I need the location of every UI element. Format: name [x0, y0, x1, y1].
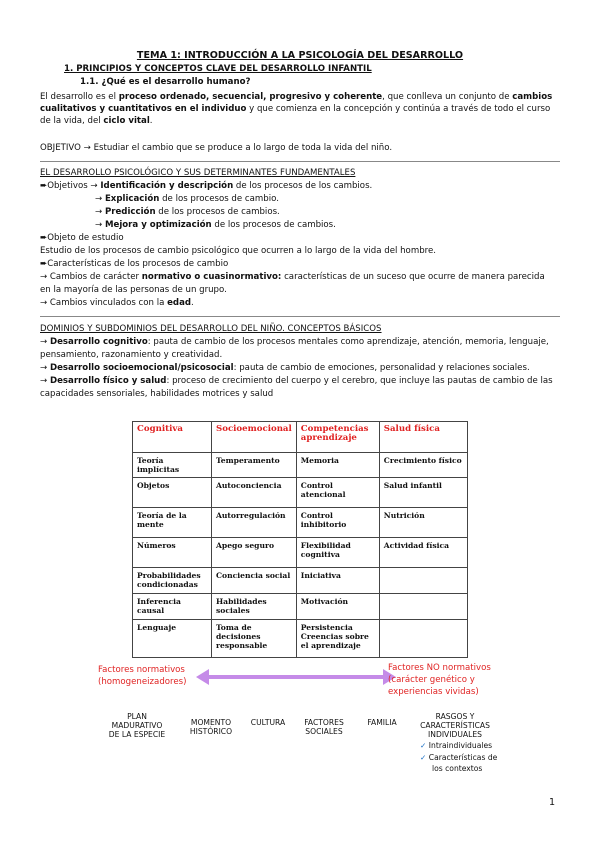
table-cell: Flexibilidad cognitiva	[296, 538, 379, 568]
table-cell: Nutrición	[379, 508, 467, 538]
divider	[40, 316, 560, 317]
divider	[40, 161, 560, 162]
table-cell: Lenguaje	[133, 620, 212, 658]
table-header-cell: Salud física	[379, 422, 467, 453]
table-cell: Iniciativa	[296, 568, 379, 594]
objetivo-line: OBJETIVO → Estudiar el cambio que se produce a lo largo de toda la vida del niño.	[40, 143, 393, 153]
objeto-text: Estudio de los procesos de cambio psicológico que ocurren a lo largo de la vida del hombre.	[40, 246, 437, 256]
definition-line-1: El desarrollo es el proceso ordenado, secuencial, progresivo y coherente, que conlleva un conjunto de cambios	[40, 92, 553, 102]
table-row	[133, 478, 468, 508]
table-cell: Memoria	[296, 453, 379, 478]
table-cell: Salud infantil	[379, 478, 467, 508]
table-cell: Temperamento	[212, 453, 297, 478]
subheading-desarrollo-humano: 1.1. ¿Qué es el desarrollo humano?	[80, 77, 251, 87]
section-heading-principios: 1. PRINCIPIOS Y CONCEPTOS CLAVE DEL DESARROLLO INFANTIL	[64, 64, 372, 74]
check-item-contextos: ✓ Características de	[420, 753, 498, 762]
table-cell: Control atencional	[296, 478, 379, 508]
table-row	[133, 620, 468, 658]
caracteristicas-title: ➨Características de los procesos de cambio	[40, 259, 229, 269]
table-cell: Crecimiento físico	[379, 453, 467, 478]
dominio-cognitivo-line-2: pensamiento, razonamiento y creatividad.	[40, 350, 223, 360]
factor-cultura: CULTURA	[250, 718, 286, 727]
table-cell: Motivación	[296, 594, 379, 620]
objetivos-line-4: → Mejora y optimización de los procesos de cambios.	[95, 220, 336, 230]
table-cell: Toma de decisiones responsable	[212, 620, 297, 658]
table-row	[133, 453, 468, 478]
table-cell: Actividad física	[379, 538, 467, 568]
table-cell: Inferencia causal	[133, 594, 212, 620]
dominio-fisico-line-2: capacidades sensoriales, habilidades motrices y salud	[40, 389, 274, 399]
table-row	[133, 594, 468, 620]
caracteristicas-line-3: → Cambios vinculados con la edad.	[40, 298, 194, 308]
factores-no-normativos-sublabel-2: experiencias vividas)	[388, 687, 479, 697]
caracteristicas-line-1: → Cambios de carácter normativo o cuasinormativo: características de un suceso que ocurre de manera parecida	[40, 272, 545, 282]
table-cell: Autoconciencia	[212, 478, 297, 508]
table-row	[133, 568, 468, 594]
table-header-cell: Competencias aprendizaje	[296, 422, 379, 453]
table-header-cell: Cognitiva	[133, 422, 212, 453]
factor-familia: FAMILIA	[367, 718, 397, 727]
dominio-socioemocional-line: → Desarrollo socioemocional/psicosocial: pauta de cambio de emociones, personalidad y relaciones sociales.	[40, 363, 530, 373]
page-number: 1	[549, 797, 556, 808]
table-cell: Teoría implícitas	[133, 453, 212, 478]
factor-factores-sociales: FACTORES SOCIALES	[304, 718, 344, 736]
table-cell: Habilidades sociales	[212, 594, 297, 620]
table-header-row	[133, 422, 468, 453]
table-header-cell: Socioemocional	[212, 422, 297, 453]
factor-rasgos-individuales: RASGOS Y CARACTERÍSTICAS INDIVIDUALES	[420, 712, 490, 739]
table-cell	[379, 594, 467, 620]
table-cell: Teoría de la mente	[133, 508, 212, 538]
table-cell: Control inhibitorio	[296, 508, 379, 538]
dominio-fisico-line-1: → Desarrollo físico y salud: proceso de crecimiento del cuerpo y el cerebro, que incluye las pautas de cambio de las	[40, 376, 553, 386]
table-cell: Probabilidades condicionadas	[133, 568, 212, 594]
factores-no-normativos-sublabel-1: (carácter genético y	[388, 675, 475, 685]
definition-line-2: cualitativos y cuantitativos en el individuo y que comienza en la concepción y continúa a través de todo el curso	[40, 104, 551, 114]
table-cell: Persistencia Creencias sobre el aprendizaje	[296, 620, 379, 658]
double-arrow-icon	[196, 666, 396, 688]
table-cell: Apego seguro	[212, 538, 297, 568]
section-heading-determinantes: EL DESARROLLO PSICOLÓGICO Y SUS DETERMINANTES FUNDAMENTALES	[40, 168, 356, 178]
check-item-contextos-cont: los contextos	[432, 764, 483, 773]
objetivos-line-3: → Predicción de los procesos de cambios.	[95, 207, 280, 217]
factores-no-normativos-label: Factores NO normativos	[388, 663, 491, 673]
factor-momento-historico: MOMENTO HISTÓRICO	[189, 718, 233, 736]
check-icon: ✓	[420, 741, 427, 750]
table-cell	[379, 568, 467, 594]
dominio-cognitivo-line-1: → Desarrollo cognitivo: pauta de cambio de los procesos mentales como aprendizaje, atención, memoria, lenguaje,	[40, 337, 549, 347]
factor-plan-madurativo: PLAN MADURATIVO DE LA ESPECIE	[108, 712, 166, 739]
section-heading-dominios: DOMINIOS Y SUBDOMINIOS DEL DESARROLLO DEL NIÑO. CONCEPTOS BÁSICOS	[40, 324, 382, 334]
definition-line-3: de la vida, del ciclo vital.	[40, 116, 153, 126]
document-title: TEMA 1: INTRODUCCIÓN A LA PSICOLOGÍA DEL DESARROLLO	[136, 50, 464, 61]
dominios-table	[132, 421, 468, 658]
factores-normativos-label: Factores normativos	[98, 665, 185, 675]
table-cell: Autorregulación	[212, 508, 297, 538]
factores-normativos-sublabel: (homogeneizadores)	[98, 677, 187, 687]
table-row	[133, 538, 468, 568]
check-item-intraindividuales: ✓ Intraindividuales	[420, 741, 493, 750]
table-cell	[379, 620, 467, 658]
caracteristicas-line-2: en la mayoría de las personas de un grupo.	[40, 285, 227, 295]
check-icon: ✓	[420, 753, 427, 762]
table-row	[133, 508, 468, 538]
objetivos-line-2: → Explicación de los procesos de cambio.	[95, 194, 279, 204]
table-cell: Conciencia social	[212, 568, 297, 594]
objetivos-line-1: ➨Objetivos → Identificación y descripción de los procesos de los cambios.	[40, 181, 373, 191]
table-cell: Objetos	[133, 478, 212, 508]
objeto-title: ➨Objeto de estudio	[40, 233, 124, 243]
table-cell: Números	[133, 538, 212, 568]
